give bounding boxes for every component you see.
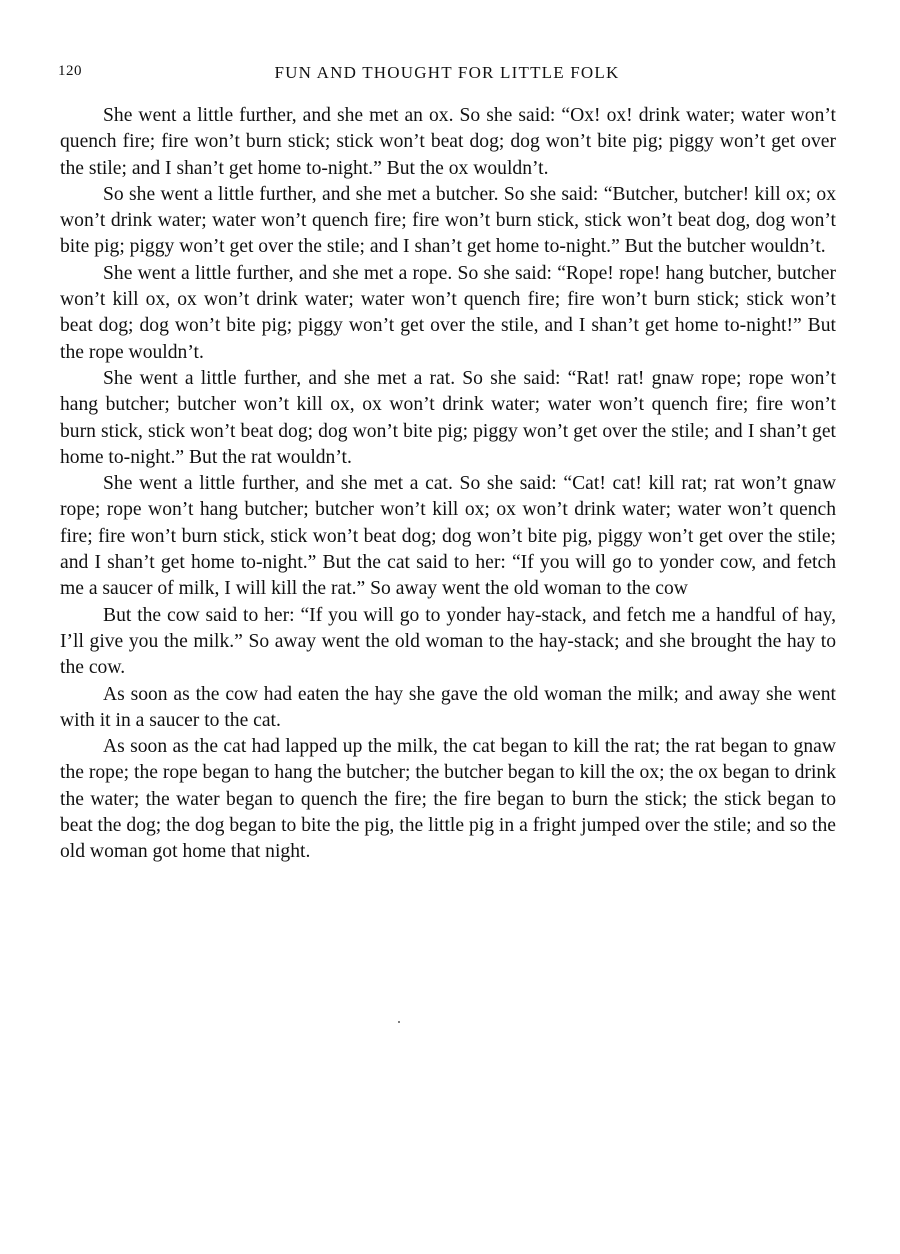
paragraph-ox: She went a little further, and she met an ox. So she said: “Ox! ox! drink water; water won’t quench fire; fire won’t burn stick; stick won’t beat dog; dog won’t bite pig; piggy won’t get over the stile; and I shan’t get home to-night.” But the ox wouldn’t. [60, 105, 836, 179]
paragraph-butcher: So she went a little further, and she met a butcher. So she said: “Butcher, butcher! kill ox; ox won’t drink water; water won’t quench fire; fire won’t burn stick, stick won’t beat dog, dog won’t bite pig; piggy won’t get over the stile; and I shan’t get home to-night.” But the butcher wouldn’t. [60, 183, 836, 258]
paragraph-cow: But the cow said to her: “If you will go to yonder hay-stack, and fetch me a handful of hay, I’ll give you the milk.” So away went the old woman to the hay-stack; and she brought the hay to the cow. [60, 604, 836, 679]
paragraph-rat: She went a little further, and she met a rat. So she said: “Rat! rat! gnaw rope; rope won’t hang butcher; butcher won’t kill ox, ox won’t drink water; water won’t quench fire; fire won’t burn stick, stick won’t beat dog; dog won’t bite pig; piggy won’t get over the stile; and I shan’t get home to-night.” But the rat wouldn’t. [60, 367, 836, 468]
paragraph-rope: She went a little further, and she met a rope. So she said: “Rope! rope! hang butcher, butcher won’t kill ox, ox won’t drink water; water won’t quench fire; fire won’t burn stick; stick won’t beat dog; dog won’t bite pig; piggy won’t get over the stile, and I shan’t get home to-night!” But the rope wouldn’t. [60, 262, 836, 363]
paragraph-milk: As soon as the cow had eaten the hay she gave the old woman the milk; and away she went with it in a saucer to the cat. [60, 683, 836, 731]
paragraph-cat: She went a little further, and she met a cat. So she said: “Cat! cat! kill rat; rat won’t gnaw rope; rope won’t hang butcher; butcher won’t kill ox; ox won’t drink water; water won’t quench fire; fire won’t burn stick, stick won’t beat dog; dog won’t bite pig, piggy won’t get over the stile; and I shan’t get home to-night.” But the cat said to her: “If you will go to yonder cow, and fetch me a saucer of milk, I will kill the rat.” So away went the old woman to the cow [60, 473, 836, 600]
print-speck [398, 1021, 400, 1023]
paragraph-ending: As soon as the cat had lapped up the milk, the cat began to kill the rat; the rat began to gnaw the rope; the rope began to hang the butcher; the butcher began to kill the ox; the ox began to drink the water; the water began to quench the fire; the fire began to burn the stick; the stick began to beat the dog; the dog began to bite the pig, the little pig in a fright jumped over the stile; and so the old woman got home that night. [60, 736, 836, 863]
running-head-title: FUN AND THOUGHT FOR LITTLE FOLK [274, 63, 620, 82]
page-number: 120 [58, 63, 82, 79]
running-head [58, 63, 836, 87]
story-text [60, 103, 836, 866]
